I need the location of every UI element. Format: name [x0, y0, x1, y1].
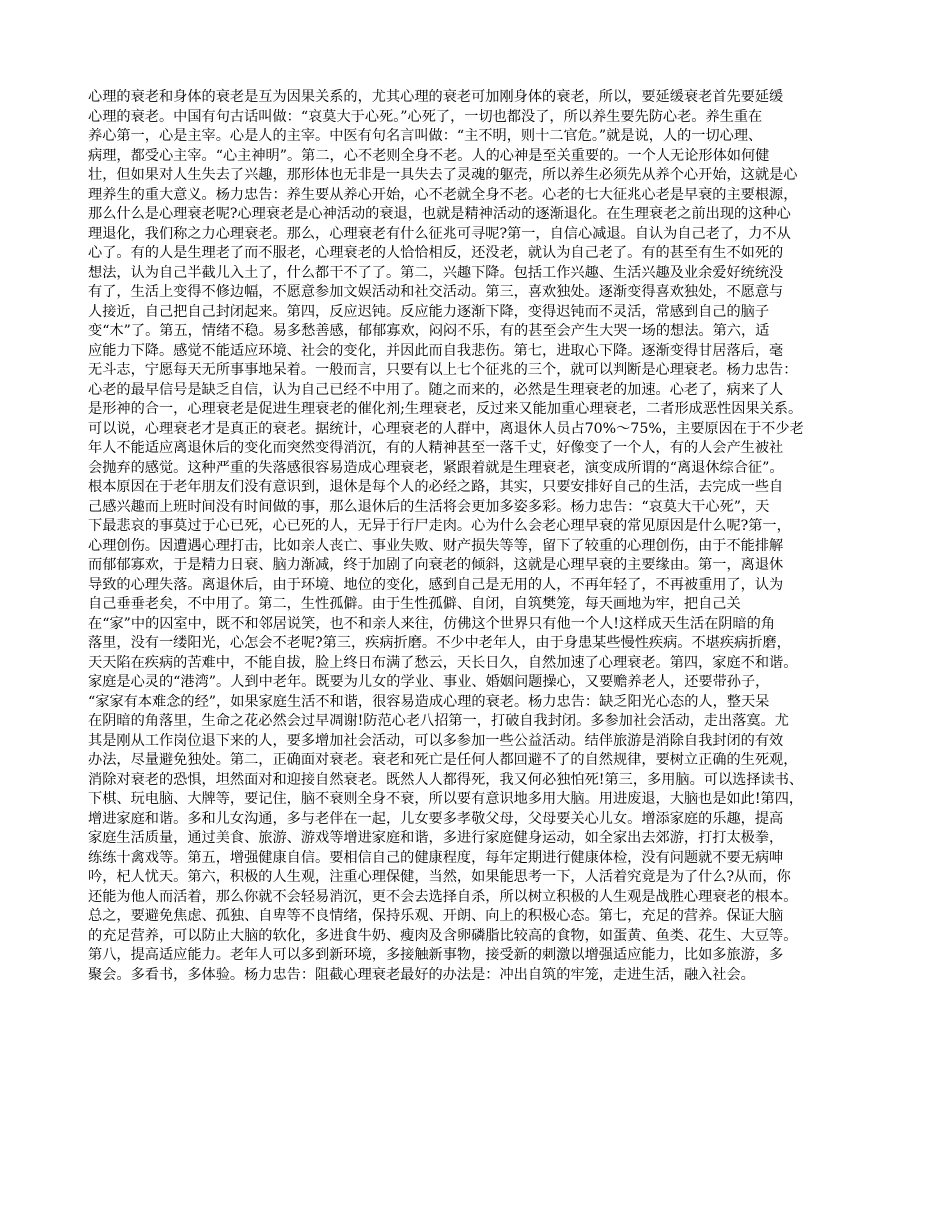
- text-line: 的充足营养，可以防止大脑的软化，多进食牛奶、瘦肉及含卵磷脂比较高的食物，如蛋黄、鱼类、花生、大豆等。: [88, 927, 798, 944]
- text-line: 自己垂垂老矣，不中用了。第二，生性孤僻。由于生性孤僻、自闭，自筑樊笼，每天画地为牢，把自己关: [88, 596, 741, 612]
- text-line: 下棋、玩电脑、大牌等，要记住，脑不衰则全身不衰，所以要有意识地多用大脑。用进废退，大脑也是如此!第四，: [88, 791, 804, 807]
- text-line: 心理创伤。因遭遇心理打击，比如亲人丧亡、事业失败、财产损失等等，留下了较重的心理创伤，由于不能排解: [88, 537, 784, 554]
- text-line: 家庭生活质量，通过美食、旅游、游戏等增进家庭和谐，多进行家庭健身运动，如全家出去郊游，打打太极拳，: [88, 830, 784, 846]
- text-line: 病理，都受心主宰。“心主神明”。第二，心不老则全身不老。人的心神是至关重要的。一个人无论形体如何健: [88, 147, 770, 164]
- document-body: [88, 88, 860, 985]
- text-line: 心理的衰老。中国有句古话叫做：“哀莫大于心死。”心死了，一切也都没了，所以养生要先防心老。养生重在: [88, 108, 763, 125]
- text-line: 是形神的合一，心理衰老是促进生理衰老的催化剂;生理衰老，反过来又能加重心理衰老，二者形成恶性因果关系。: [88, 401, 803, 417]
- text-line: 应能力下降。感觉不能适应环境、社会的变化，并因此而自我悲伤。第七，进取心下降。逐渐变得甘居落后，毫: [88, 342, 784, 359]
- text-line: 理养生的重大意义。杨力忠告：养生要从养心开始，心不老就全身不老。心老的七大征兆心老是早衰的主要根源，: [88, 186, 798, 203]
- text-line: 家庭是心灵的“港湾”。人到中老年。既要为儿女的学业、事业、婚姻问题操心，又要赡养老人，还要带孙子，: [88, 674, 770, 690]
- text-line: 心理的衰老和身体的衰老是互为因果关系的，尤其心理的衰老可加刚身体的衰老，所以，要延缓衰老首先要延缓: [88, 89, 784, 105]
- text-line: 可以说，心理衰老才是真正的衰老。据统计，心理衰老的人群中，离退休人员占70%～75%，主要原因在于不少老: [88, 420, 804, 437]
- text-line: 养心第一，心是主宰。心是人的主宰。中医有句名言叫做：“主不明，则十二官危。”就是说，人的一切心理、: [88, 128, 763, 144]
- text-line: 办法，尽量避免独处。第二，正确面对衰老。衰老和死亡是任何人都回避不了的自然规律，要树立正确的生死观，: [88, 752, 798, 768]
- text-line: 导致的心理失落。离退休后，由于环境、地位的变化，感到自己是无用的人，不再年轻了，不再被重用了，认为: [88, 576, 784, 593]
- text-line: 在“家”中的囚室中，既不和邻居说笑，也不和亲人来往，仿佛这个世界只有他一个人!这样成天生活在阴暗的角: [88, 615, 776, 632]
- text-line: 在阴暗的角落里，生命之花必然会过早凋谢!防范心老八招第一，打破自我封闭。多参加社会活动，走出落寞。尤: [88, 713, 789, 729]
- text-line: 有了，生活上变得不修边幅，不愿意参加文娱活动和社交活动。第三，喜欢独处。逐渐变得喜欢独处，不愿意与: [88, 284, 784, 300]
- text-line: 人接近，自己把自己封闭起来。第四，反应迟钝。反应能力逐渐下降，变得迟钝而不灵活，常感到自己的脑子: [88, 303, 770, 320]
- text-line: 理退化，我们称之力心理衰老。那么，心理衰老有什么征兆可寻呢?第一，自信心减退。自认为自己老了，力不从: [88, 225, 791, 242]
- text-line: 落里，没有一缕阳光，心怎会不老呢?第三，疾病折磨。不少中老年人，由于身患某些慢性疾病。不堪疾病折磨，: [88, 635, 791, 651]
- text-line: 而郁郁寡欢，于是精力日衰、脑力渐减，终于加剧了向衰老的倾斜，这就是心理早衰的主要缘由。第一，离退休: [88, 557, 784, 573]
- text-line: 消除对衰老的恐惧，坦然面对和迎接自然衰老。既然人人都得死，我又何必独怕死!第三，多用脑。可以选择读书、: [88, 771, 804, 788]
- text-line: 无斗志，宁愿每天无所事事地呆着。一般而言，只要有以上七个征兆的三个，就可以判断是心理衰老。杨力忠告：: [88, 362, 798, 378]
- text-line: 心老的最早信号是缺乏自信，认为自己已经不中用了。随之而来的，必然是生理衰老的加速。心老了，病来了人: [88, 381, 784, 398]
- text-line: 心了。有的人是生理老了而不服老，心理衰老的人恰恰相反，还没老，就认为自己老了。有的甚至有生不如死的: [88, 245, 784, 261]
- text-line: 第八，提高适应能力。老年人可以多到新环境，多接触新事物，接受新的刺激以增强适应能力，比如多旅游，多: [88, 947, 784, 963]
- text-line: 总之，要避免焦虑、孤独、自卑等不良情绪，保持乐观、开朗、向上的积极心态。第七，充足的营养。保证大脑: [88, 908, 784, 924]
- text-line: 练练十禽戏等。第五，增强健康自信。要相信自己的健康程度，每年定期进行健康体检，没有问题就不要无病呻: [88, 849, 784, 866]
- text-line: 吟，杞人忧天。第六，积极的人生观，注重心理保健，当然，如果能思考一下，人活着究竟是为了什么?从而，你: [88, 869, 791, 885]
- text-line: 下最悲哀的事莫过于心已死，心已死的人，无异于行尸走肉。心为什么会老心理早衰的常见原因是什么呢?第一，: [88, 518, 791, 534]
- text-line: 其是刚从工作岗位退下来的人，要多增加社会活动，可以多参加一些公益活动。结伴旅游是消除自我封闭的有效: [88, 732, 784, 749]
- text-line: 会抛弃的感觉。这种严重的失落感很容易造成心理衰老，紧跟着就是生理衰老，演变成所谓的“离退休综合征”。: [88, 459, 784, 476]
- text-line: 壮，但如果对人生失去了兴趣，那形体也无非是一具失去了灵魂的躯壳，所以养生必须先从养个心开始，这就是心: [88, 167, 798, 183]
- text-line: 还能为他人而活着，那么你就不会轻易消沉，更不会去选择自杀，所以树立积极的人生观是战胜心理衰老的根本。: [88, 888, 798, 905]
- text-line: 想法，认为自己半截儿入土了，什么都干不了了。第二，兴趣下降。包括工作兴趣、生活兴趣及业余爱好统统没: [88, 264, 784, 281]
- text-line: 变“木”了。第五，情绪不稳。易多愁善感，郁郁寡欢，闷闷不乐，有的甚至会产生大哭一场的想法。第六，适: [88, 323, 770, 339]
- text-line: 天天陷在疾病的苦难中，不能自拔，脸上终日布满了愁云，天长日久，自然加速了心理衰老。第四，家庭不和谐。: [88, 654, 798, 671]
- text-line: 那么什么是心理衰老呢?心理衰老是心神活动的衰退，也就是精神活动的逐渐退化。在生理衰老之前出现的这种心: [88, 206, 791, 222]
- text-line: 年人不能适应离退休后的变化而突然变得消沉，有的人精神甚至一落千丈，好像变了一个人，有的人会产生被社: [88, 440, 784, 456]
- text-line: 聚会。多看书，多体验。杨力忠告：阻截心理衰老最好的办法是：冲出自筑的牢笼，走进生活，融入社会。: [88, 966, 755, 983]
- text-line: 己感兴趣而上班时间没有时间做的事，那么退休后的生活将会更加多姿多彩。杨力忠告：“哀莫大干心死”，天: [88, 498, 770, 515]
- text-line: “家家有本难念的经”，如果家庭生活不和谐，很容易造成心理的衰老。杨力忠告：缺乏阳光心态的人，整天呆: [88, 693, 770, 710]
- text-line: 增进家庭和谐。多和儿女沟通，多与老伴在一起，儿女要多孝敬父母，父母要关心儿女。增添家庭的乐趣，提高: [88, 810, 784, 827]
- text-line: 根本原因在于老年朋友们没有意识到，退休是每个人的必经之路，其实，只要安排好自己的生活，去完成一些自: [88, 479, 784, 495]
